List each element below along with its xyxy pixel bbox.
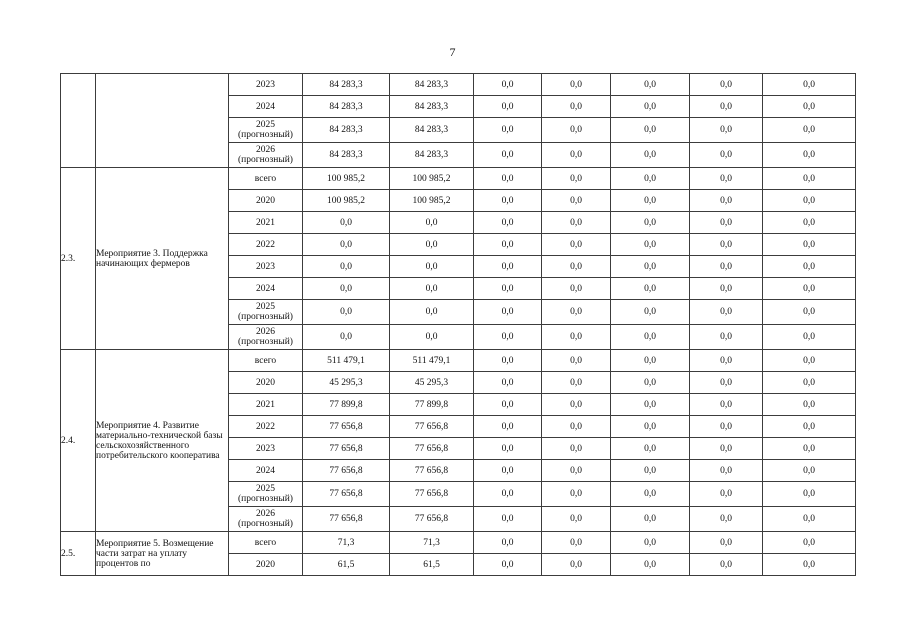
value-cell: 0,0 <box>542 372 611 394</box>
value-cell: 0,0 <box>474 212 542 234</box>
value-cell: 0,0 <box>763 168 856 190</box>
value-cell: 0,0 <box>542 234 611 256</box>
value-cell: 0,0 <box>474 190 542 212</box>
year-cell: 2026 (прогнозный) <box>229 325 303 350</box>
value-cell: 0,0 <box>611 118 690 143</box>
value-cell: 84 283,3 <box>303 96 390 118</box>
value-cell: 0,0 <box>542 256 611 278</box>
year-cell: 2021 <box>229 212 303 234</box>
year-cell: 2023 <box>229 256 303 278</box>
item-name <box>96 74 229 168</box>
value-cell: 0,0 <box>542 96 611 118</box>
value-cell: 0,0 <box>542 460 611 482</box>
value-cell: 0,0 <box>763 482 856 507</box>
value-cell: 77 656,8 <box>390 438 474 460</box>
value-cell: 0,0 <box>763 372 856 394</box>
value-cell: 71,3 <box>390 532 474 554</box>
value-cell: 0,0 <box>611 256 690 278</box>
value-cell: 0,0 <box>690 96 763 118</box>
value-cell: 0,0 <box>611 416 690 438</box>
year-cell: 2025 (прогнозный) <box>229 300 303 325</box>
value-cell: 0,0 <box>763 212 856 234</box>
year-cell: 2022 <box>229 234 303 256</box>
value-cell: 0,0 <box>611 460 690 482</box>
year-cell: 2023 <box>229 74 303 96</box>
value-cell: 0,0 <box>611 212 690 234</box>
value-cell: 0,0 <box>690 74 763 96</box>
value-cell: 0,0 <box>611 300 690 325</box>
value-cell: 0,0 <box>690 190 763 212</box>
value-cell: 100 985,2 <box>303 190 390 212</box>
value-cell: 0,0 <box>474 507 542 532</box>
year-cell: всего <box>229 168 303 190</box>
value-cell: 0,0 <box>542 190 611 212</box>
value-cell: 0,0 <box>542 168 611 190</box>
value-cell: 0,0 <box>390 325 474 350</box>
value-cell: 0,0 <box>542 278 611 300</box>
value-cell: 0,0 <box>303 300 390 325</box>
value-cell: 0,0 <box>542 482 611 507</box>
value-cell: 0,0 <box>611 190 690 212</box>
value-cell: 0,0 <box>690 143 763 168</box>
value-cell: 0,0 <box>611 96 690 118</box>
value-cell: 45 295,3 <box>390 372 474 394</box>
value-cell: 0,0 <box>611 234 690 256</box>
value-cell: 0,0 <box>763 300 856 325</box>
value-cell: 0,0 <box>542 554 611 576</box>
value-cell: 77 899,8 <box>303 394 390 416</box>
value-cell: 0,0 <box>690 532 763 554</box>
value-cell: 0,0 <box>690 554 763 576</box>
value-cell: 0,0 <box>690 372 763 394</box>
value-cell: 77 656,8 <box>390 507 474 532</box>
value-cell: 0,0 <box>303 325 390 350</box>
value-cell: 0,0 <box>763 256 856 278</box>
value-cell: 0,0 <box>690 394 763 416</box>
value-cell: 0,0 <box>690 350 763 372</box>
value-cell: 0,0 <box>474 234 542 256</box>
value-cell: 0,0 <box>611 168 690 190</box>
value-cell: 0,0 <box>763 118 856 143</box>
value-cell: 0,0 <box>763 554 856 576</box>
value-cell: 0,0 <box>542 394 611 416</box>
value-cell: 77 656,8 <box>303 438 390 460</box>
value-cell: 77 656,8 <box>390 460 474 482</box>
value-cell: 0,0 <box>763 507 856 532</box>
value-cell: 0,0 <box>303 256 390 278</box>
value-cell: 84 283,3 <box>390 143 474 168</box>
value-cell: 0,0 <box>474 256 542 278</box>
year-cell: 2024 <box>229 96 303 118</box>
year-cell: 2024 <box>229 278 303 300</box>
value-cell: 45 295,3 <box>303 372 390 394</box>
value-cell: 0,0 <box>690 212 763 234</box>
value-cell: 0,0 <box>542 300 611 325</box>
value-cell: 84 283,3 <box>390 74 474 96</box>
value-cell: 0,0 <box>390 256 474 278</box>
value-cell: 0,0 <box>611 554 690 576</box>
value-cell: 0,0 <box>690 278 763 300</box>
value-cell: 0,0 <box>542 416 611 438</box>
value-cell: 0,0 <box>690 234 763 256</box>
table-row <box>61 532 856 554</box>
value-cell: 0,0 <box>542 212 611 234</box>
value-cell: 0,0 <box>390 212 474 234</box>
value-cell: 0,0 <box>474 96 542 118</box>
value-cell: 0,0 <box>690 507 763 532</box>
year-cell: 2026 (прогнозный) <box>229 143 303 168</box>
item-number <box>61 74 96 168</box>
item-name: Мероприятие 3. Поддержка начинающих фермеров <box>96 168 229 350</box>
value-cell: 0,0 <box>542 532 611 554</box>
value-cell: 0,0 <box>542 143 611 168</box>
value-cell: 71,3 <box>303 532 390 554</box>
value-cell: 0,0 <box>611 74 690 96</box>
value-cell: 0,0 <box>474 143 542 168</box>
value-cell: 0,0 <box>690 482 763 507</box>
year-cell: 2022 <box>229 416 303 438</box>
item-number: 2.3. <box>61 168 96 350</box>
value-cell: 0,0 <box>474 438 542 460</box>
value-cell: 0,0 <box>474 350 542 372</box>
value-cell: 0,0 <box>763 74 856 96</box>
value-cell: 84 283,3 <box>303 118 390 143</box>
value-cell: 100 985,2 <box>390 190 474 212</box>
value-cell: 0,0 <box>474 532 542 554</box>
value-cell: 77 899,8 <box>390 394 474 416</box>
value-cell: 0,0 <box>303 234 390 256</box>
year-cell: 2020 <box>229 190 303 212</box>
value-cell: 77 656,8 <box>303 416 390 438</box>
year-cell: 2025 (прогнозный) <box>229 482 303 507</box>
value-cell: 0,0 <box>690 256 763 278</box>
value-cell: 0,0 <box>611 438 690 460</box>
item-name: Мероприятие 4. Развитие материально-технической базы сельскохозяйственного потребительского кооператива <box>96 350 229 532</box>
table-row <box>61 350 856 372</box>
value-cell: 77 656,8 <box>303 460 390 482</box>
funding-table-body <box>61 74 856 576</box>
value-cell: 0,0 <box>611 532 690 554</box>
value-cell: 0,0 <box>763 234 856 256</box>
value-cell: 0,0 <box>763 96 856 118</box>
item-number: 2.5. <box>61 532 96 576</box>
value-cell: 0,0 <box>611 325 690 350</box>
value-cell: 0,0 <box>474 554 542 576</box>
value-cell: 0,0 <box>474 325 542 350</box>
value-cell: 0,0 <box>611 372 690 394</box>
value-cell: 0,0 <box>611 482 690 507</box>
value-cell: 0,0 <box>303 278 390 300</box>
year-cell: всего <box>229 350 303 372</box>
year-cell: 2026 (прогнозный) <box>229 507 303 532</box>
value-cell: 0,0 <box>542 507 611 532</box>
value-cell: 0,0 <box>611 394 690 416</box>
year-cell: 2021 <box>229 394 303 416</box>
value-cell: 0,0 <box>763 190 856 212</box>
page-number: 7 <box>449 45 456 59</box>
table-row <box>61 168 856 190</box>
year-cell: 2025 (прогнозный) <box>229 118 303 143</box>
value-cell: 0,0 <box>474 168 542 190</box>
value-cell: 0,0 <box>690 168 763 190</box>
value-cell: 0,0 <box>763 416 856 438</box>
value-cell: 0,0 <box>611 350 690 372</box>
value-cell: 0,0 <box>611 278 690 300</box>
value-cell: 0,0 <box>542 118 611 143</box>
value-cell: 0,0 <box>390 300 474 325</box>
value-cell: 0,0 <box>303 212 390 234</box>
funding-table <box>60 73 856 576</box>
value-cell: 0,0 <box>474 118 542 143</box>
year-cell: 2020 <box>229 554 303 576</box>
value-cell: 0,0 <box>763 350 856 372</box>
value-cell: 511 479,1 <box>390 350 474 372</box>
value-cell: 77 656,8 <box>390 482 474 507</box>
value-cell: 0,0 <box>474 460 542 482</box>
value-cell: 0,0 <box>542 438 611 460</box>
value-cell: 84 283,3 <box>303 143 390 168</box>
value-cell: 0,0 <box>690 438 763 460</box>
value-cell: 0,0 <box>390 234 474 256</box>
value-cell: 84 283,3 <box>303 74 390 96</box>
value-cell: 100 985,2 <box>390 168 474 190</box>
value-cell: 100 985,2 <box>303 168 390 190</box>
value-cell: 0,0 <box>542 74 611 96</box>
value-cell: 0,0 <box>763 325 856 350</box>
value-cell: 0,0 <box>690 300 763 325</box>
value-cell: 0,0 <box>474 300 542 325</box>
item-name: Мероприятие 5. Возмещение части затрат на уплату процентов по <box>96 532 229 576</box>
value-cell: 0,0 <box>542 325 611 350</box>
value-cell: 0,0 <box>763 460 856 482</box>
value-cell: 77 656,8 <box>303 507 390 532</box>
value-cell: 0,0 <box>474 372 542 394</box>
value-cell: 0,0 <box>474 278 542 300</box>
value-cell: 0,0 <box>611 507 690 532</box>
value-cell: 511 479,1 <box>303 350 390 372</box>
year-cell: всего <box>229 532 303 554</box>
value-cell: 77 656,8 <box>303 482 390 507</box>
value-cell: 0,0 <box>474 74 542 96</box>
year-cell: 2020 <box>229 372 303 394</box>
value-cell: 61,5 <box>390 554 474 576</box>
value-cell: 0,0 <box>474 482 542 507</box>
value-cell: 0,0 <box>763 532 856 554</box>
value-cell: 61,5 <box>303 554 390 576</box>
value-cell: 0,0 <box>763 278 856 300</box>
value-cell: 84 283,3 <box>390 118 474 143</box>
table-row <box>61 74 856 96</box>
year-cell: 2023 <box>229 438 303 460</box>
value-cell: 0,0 <box>474 416 542 438</box>
value-cell: 0,0 <box>690 460 763 482</box>
value-cell: 0,0 <box>763 438 856 460</box>
value-cell: 0,0 <box>542 350 611 372</box>
value-cell: 0,0 <box>690 325 763 350</box>
value-cell: 0,0 <box>690 416 763 438</box>
value-cell: 0,0 <box>611 143 690 168</box>
value-cell: 84 283,3 <box>390 96 474 118</box>
value-cell: 0,0 <box>763 143 856 168</box>
item-number: 2.4. <box>61 350 96 532</box>
value-cell: 0,0 <box>390 278 474 300</box>
year-cell: 2024 <box>229 460 303 482</box>
value-cell: 0,0 <box>474 394 542 416</box>
value-cell: 77 656,8 <box>390 416 474 438</box>
value-cell: 0,0 <box>690 118 763 143</box>
value-cell: 0,0 <box>763 394 856 416</box>
